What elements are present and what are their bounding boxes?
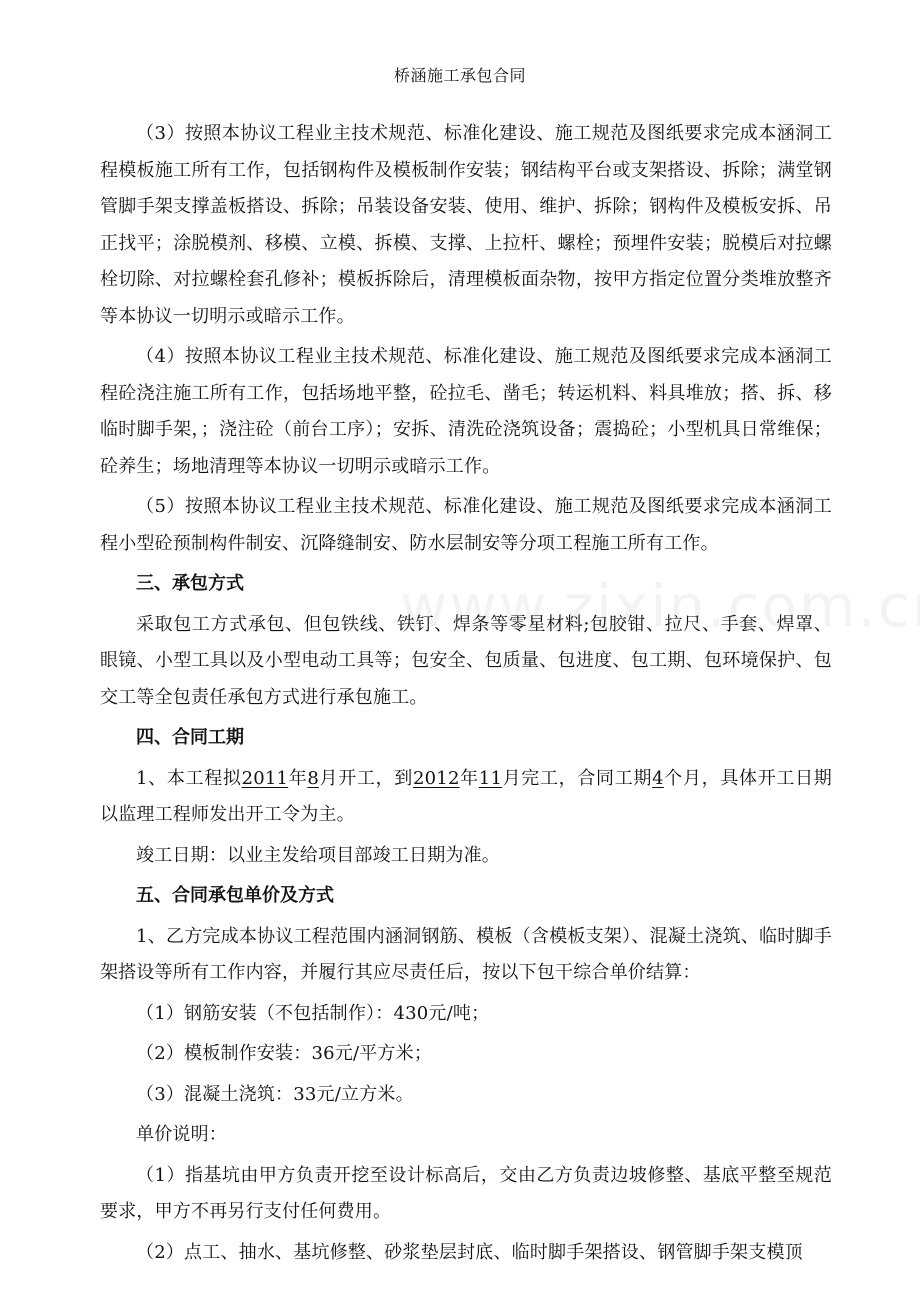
clause-3-paragraph: （3）按照本协议工程业主技术规范、标准化建设、施工规范及图纸要求完成本涵洞工程模板施工所有工作，包括钢构件及模板制作安装；钢结构平台或支架搭设、拆除；满堂钢管脚手架支撑盖板搭设、拆除；吊装设备安装、使用、维护、拆除；钢构件及模板安拆、吊正找平；涂脱模剂、移模、立模、拆模、支撑、上拉杆、螺栓；预埋件安装；脱模后对拉螺栓切除、对拉螺栓套孔修补；模板拆除后，清理模板面杂物，按甲方指定位置分类堆放整齐等本协议一切明示或暗示工作。 xyxy=(100,123,832,327)
price-item-concrete: （3）混凝土浇筑：33元/立方米。 xyxy=(136,1083,414,1105)
price-item-rebar: （1）钢筋安装（不包括制作）：430元/吨； xyxy=(136,1002,490,1024)
start-month-value: 8 xyxy=(307,767,320,789)
clause-4-paragraph: （4）按照本协议工程业主技术规范、标准化建设、施工规范及图纸要求完成本涵洞工程砼浇注施工所有工作，包括场地平整，砼拉毛、凿毛；转运机料、料具堆放；搭、拆、移临时脚手架，；浇注砼（前台工序）；安拆、清洗砼浇筑设备；震捣砼；小型机具日常维保；砼养生；场地清理等本协议一切明示或暗示工作。 xyxy=(100,346,832,477)
end-year-value: 2012 xyxy=(413,767,460,789)
duration-value: 4 xyxy=(652,767,664,789)
period-text-end: 月完工，合同工期 xyxy=(502,767,653,789)
end-month-value: 11 xyxy=(478,767,503,789)
price-note-2: （2）点工、抽水、基坑修整、砂浆垫层封底、临时脚手架搭设、钢管脚手架支模顶 xyxy=(136,1241,803,1263)
period-text-suffix: 个月，具体开工日期以监理工程师发出开工令为主。 xyxy=(100,767,832,825)
period-text-prefix: 1、本工程拟 xyxy=(136,767,242,789)
section-5-heading: 五、合同承包单价及方式 xyxy=(136,885,334,906)
start-year-value: 2011 xyxy=(241,767,289,789)
page-header-title: 桥涵施工承包合同 xyxy=(393,66,526,85)
price-item-formwork: （2）模板制作安装：36元/平方米； xyxy=(136,1043,433,1064)
section-5-intro: 1、乙方完成本协议工程范围内涵洞钢筋、模板（含模板支架）、混凝土浇筑、临时脚手架搭设等所有工作内容，并履行其应尽责任后，按以下包干综合单价结算： xyxy=(100,925,832,983)
section-3-body: 采取包工方式承包、但包铁线、铁钉、焊条等零星材料;包胶钳、拉尺、手套、焊罩、眼镜、小型工具以及小型电动工具等；包安全、包质量、包进度、包工期、包环境保护、包交工等全包责任承包方式进行承包施工。 xyxy=(100,613,832,708)
section-4-heading: 四、合同工期 xyxy=(136,727,244,748)
price-note-1: （1）指基坑由甲方负责开挖至设计标高后，交由乙方负责边坡修整、基底平整至规范要求，甲方不再另行支付任何费用。 xyxy=(100,1164,832,1222)
period-text-year2: 年 xyxy=(459,767,479,789)
document-body xyxy=(100,116,832,1271)
section-3-heading: 三、承包方式 xyxy=(136,573,244,594)
period-text-year: 年 xyxy=(288,767,308,789)
price-note-title: 单价说明： xyxy=(136,1124,227,1145)
section-4-period-paragraph xyxy=(100,761,832,834)
completion-date-paragraph: 竣工日期：以业主发给项目部竣工日期为准。 xyxy=(136,844,500,866)
clause-5-paragraph: （5）按照本协议工程业主技术规范、标准化建设、施工规范及图纸要求完成本涵洞工程小型砼预制构件制安、沉降缝制安、防水层制安等分项工程施工所有工作。 xyxy=(100,496,832,554)
period-text-start: 月开工，到 xyxy=(319,767,413,789)
